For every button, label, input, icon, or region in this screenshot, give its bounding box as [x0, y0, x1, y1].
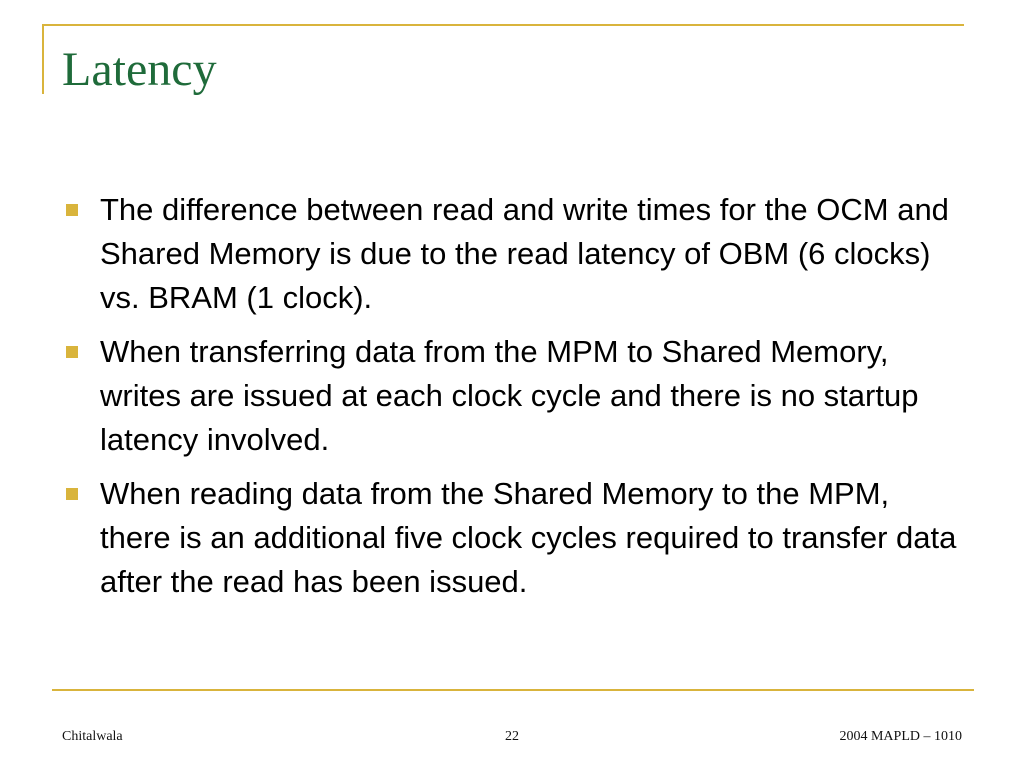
bullet-item-1	[62, 188, 962, 320]
left-border-line	[42, 24, 44, 94]
square-bullet-icon	[66, 346, 78, 358]
slide-title: Latency	[62, 43, 217, 96]
top-border-line	[42, 24, 964, 26]
bullet-text-2: When transferring data from the MPM to Shared Memory, writes are issued at each clock cycle and there is no startup latency involved.	[100, 334, 919, 457]
footer-author: Chitalwala	[62, 729, 123, 744]
footer-divider	[52, 689, 974, 691]
bullet-text-1: The difference between read and write times for the OCM and Shared Memory is due to the read latency of OBM (6 clocks) vs. BRAM (1 clock).	[100, 192, 949, 315]
bullet-item-3	[62, 472, 962, 604]
square-bullet-icon	[66, 488, 78, 500]
square-bullet-icon	[66, 204, 78, 216]
footer-page-number: 22	[505, 729, 519, 744]
bullet-item-2	[62, 330, 962, 462]
footer-event: 2004 MAPLD – 1010	[839, 729, 962, 744]
bullet-list	[62, 188, 962, 614]
bullet-text-3: When reading data from the Shared Memory to the MPM, there is an additional five clock cycles required to transfer data after the read has been issued.	[100, 476, 957, 599]
